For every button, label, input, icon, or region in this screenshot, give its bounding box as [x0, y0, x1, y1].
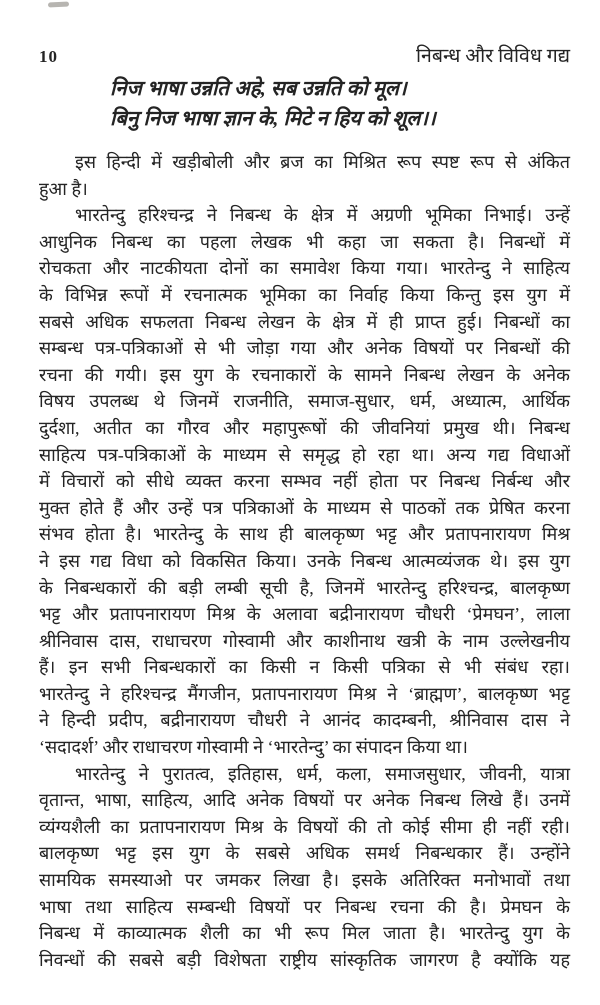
body-line: इस हिन्दी में खड़ीबोली और ब्रज का मिश्रित रूप स्पष्ट रूप से अंकित	[75, 152, 570, 172]
body-line: में विचारों को सीधे व्यक्त करना सम्भव नहीं होता पर निबन्ध निर्बन्ध और	[39, 471, 570, 492]
body-line: मुक्त होते हैं और उन्हें पत्र पत्रिकाओं के माध्यम से पाठकों तक प्रेषित करना	[39, 497, 570, 518]
body-line: संभव होता है। भारतेन्दु के साथ ही बालकृष्ण भट्ट और प्रतापनारायण मिश्र	[39, 524, 570, 545]
body-line: ने हिन्दी प्रदीप, बद्रीनारायण चौधरी ने आनंद कादम्बनी, श्रीनिवास दास ने	[39, 710, 570, 731]
body-line: रोचकता और नाटकीयता दोनों का समावेश किया गया। भारतेन्दु ने साहित्य	[39, 258, 570, 279]
body-line: सम्बन्ध पत्र-पत्रिकाओं से भी जोड़ा गया और अनेक विषयों पर निबन्धों की	[39, 338, 570, 359]
body-line: बालकृष्ण भट्ट इस युग के सबसे अधिक समर्थ निबन्धकार हैं। उन्होंने	[39, 843, 570, 864]
body-line: साहित्य पत्र-पत्रिकाओं के माध्यम से समृद्ध हो रहा था। अन्य गद्य विधाओं	[39, 444, 570, 465]
couplet-line: निज भाषा उन्नति अहे, सब उन्नति को मूल।	[110, 78, 407, 100]
body-line: ‘सदादर्श’ और राधाचरण गोस्वामी ने ‘भारतेन्दु’ का संपादन किया था।	[39, 737, 468, 758]
body-line: हुआ है।	[39, 178, 88, 199]
body-text-block	[39, 149, 570, 973]
couplet-line: बिनु निज भाषा ज्ञान के, मिटे न हिय को शूल।।	[110, 108, 436, 130]
body-line: हैं। इन सभी निबन्धकारों का किसी न किसी पत्रिका से भी संबंध रहा।	[39, 657, 570, 678]
body-line: सबसे अधिक सफलता निबन्ध लेखन के क्षेत्र में ही प्राप्त हुई। निबन्धों का	[39, 311, 570, 332]
body-line: विषय उपलब्ध थे जिनमें राजनीति, समाज-सुधार, धर्म, अध्यात्म, आर्थिक	[39, 391, 570, 412]
running-title: निबन्ध और विविध गद्य	[416, 46, 570, 67]
body-line: भारतेन्दु ने पुरातत्व, इतिहास, धर्म, कला, समाजसुधार, जीवनी, यात्रा	[75, 763, 571, 784]
body-line: निवन्धों की सबसे बड़ी विशेषता राष्ट्रीय सांस्कृतिक जागरण है क्योंकि यह	[39, 949, 570, 970]
scan-artifact-smudge	[48, 1, 69, 7]
body-line: ने इस गद्य विधा को विकसित किया। उनके निबन्ध आत्मव्यंजक थे। इस युग	[39, 550, 570, 571]
body-line: भारतेन्दु ने हरिश्चन्द्र मैंगजीन, प्रतापनारायण मिश्र ने ‘ब्राह्मण’, बालकृष्ण भट्ट	[39, 683, 570, 704]
body-line: श्रीनिवास दास, राधाचरण गोस्वामी और काशीनाथ खत्री के नाम उल्लेखनीय	[39, 630, 570, 651]
body-line: दुर्दशा, अतीत का गौरव और महापुरूषों की जीवनियां प्रमुख थी। निबन्ध	[39, 417, 570, 438]
body-line: भट्ट और प्रतापनारायण मिश्र के अलावा बद्रीनारायण चौधरी ‘प्रेमघन’, लाला	[39, 604, 570, 625]
body-line: सामयिक समस्याओ पर जमकर लिखा है। इसके अतिरिक्त मनोभावों तथा	[39, 870, 570, 891]
body-line: रचना की गयी। इस युग के रचनाकारों के सामने निबन्ध लेखन के अनेक	[39, 364, 570, 385]
couplet-block	[110, 74, 436, 134]
body-line: के निबन्धकारों की बड़ी लम्बी सूची है, जिनमें भारतेन्दु हरिश्चन्द्र, बालकृष्ण	[39, 577, 570, 598]
page-header	[39, 41, 570, 68]
body-line: के विभिन्न रूपों में रचनात्मक भूमिका का निर्वाह किया किन्तु इस युग में	[39, 284, 570, 305]
body-line: व्यंग्यशैली का प्रतापनारायण मिश्र के विषयों की तो कोई सीमा ही नहीं रही।	[39, 816, 570, 837]
body-line: भाषा तथा साहित्य सम्बन्धी विषयों पर निबन्ध रचना की है। प्रेमघन के	[39, 896, 570, 917]
body-line: आधुनिक निबन्ध का पहला लेखक भी कहा जा सकता है। निबन्धों में	[39, 231, 570, 252]
body-line: वृतान्त, भाषा, साहित्य, आदि अनेक विषयों पर अनेक निबन्ध लिखे हैं। उनमें	[39, 790, 570, 811]
body-line: भारतेन्दु हरिश्चन्द्र ने निबन्ध के क्षेत्र में अग्रणी भूमिका निभाई। उन्हें	[75, 205, 570, 226]
body-line: निबन्ध में काव्यात्मक शैली का भी रूप मिल जाता है। भारतेन्दु युग के	[39, 923, 570, 944]
page-number: 10	[39, 47, 58, 66]
